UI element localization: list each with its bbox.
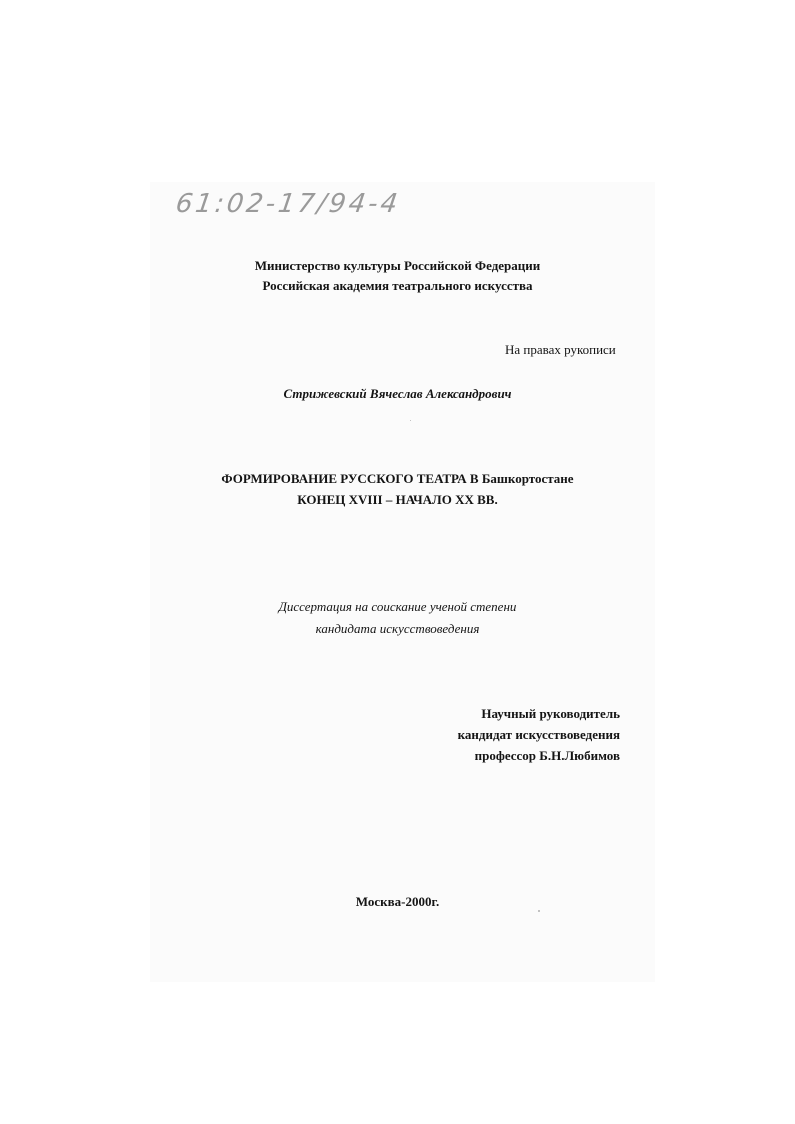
manuscript-note: На правах рукописи xyxy=(505,342,616,357)
place-year: Москва-2000г. xyxy=(355,894,440,909)
scanned-page-area xyxy=(150,182,655,982)
supervisor-role: Научный руководитель xyxy=(481,706,620,721)
academy-line: Российская академия театрального искусства xyxy=(262,278,533,293)
archive-stamp: 61:02-17/94-4 xyxy=(173,189,403,219)
supervisor-degree: кандидат искусствоведения xyxy=(457,727,620,742)
title-line-1: ФОРМИРОВАНИЕ РУССКОГО ТЕАТРА В Башкортостане xyxy=(221,471,574,486)
scan-speck xyxy=(410,420,411,421)
title-line-2: КОНЕЦ XVIII – НАЧАЛО XX ВВ. xyxy=(297,492,498,507)
degree-line-1: Диссертация на соискание ученой степени xyxy=(278,599,517,614)
scan-speck xyxy=(538,910,540,912)
degree-line-2: кандидата искусствоведения xyxy=(315,621,480,636)
ministry-line: Министерство культуры Российской Федерации xyxy=(254,258,541,273)
author-name: Стрижевский Вячеслав Александрович xyxy=(283,386,512,401)
supervisor-name: профессор Б.Н.Любимов xyxy=(474,748,620,763)
